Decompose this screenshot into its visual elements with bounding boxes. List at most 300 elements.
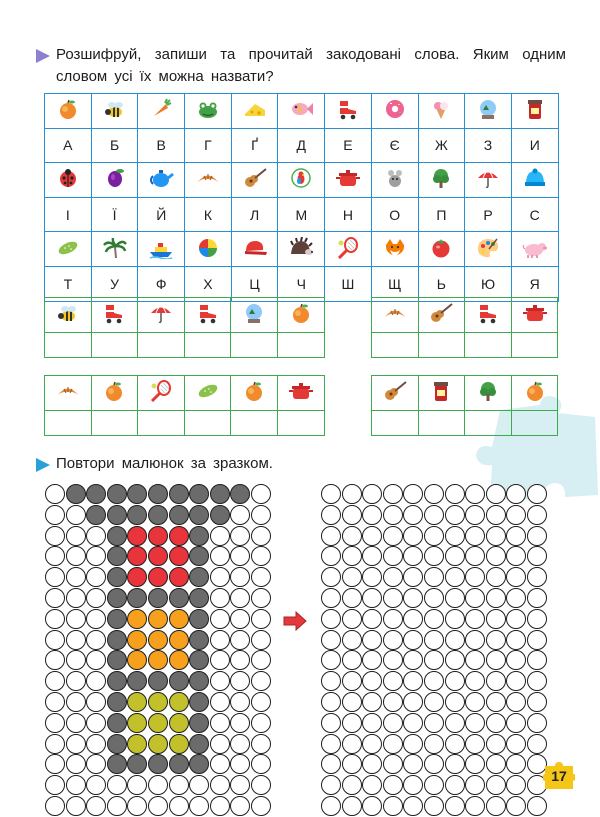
cipher-icon-cell [231, 94, 278, 129]
sample-dot [127, 484, 147, 504]
blank-dot[interactable] [362, 630, 382, 650]
blank-dot[interactable] [506, 796, 526, 816]
blank-dot[interactable] [445, 484, 465, 504]
blank-dot[interactable] [383, 546, 403, 566]
blank-dot[interactable] [465, 526, 485, 546]
cipher-icon-cell [91, 163, 138, 198]
blank-dot[interactable] [403, 588, 423, 608]
cipher-letter-cell: Р [465, 197, 512, 232]
bullet-triangle-icon [36, 458, 50, 472]
blank-dot[interactable] [424, 775, 444, 795]
blank-dot[interactable] [403, 650, 423, 670]
blank-dot[interactable] [424, 692, 444, 712]
sample-dot [169, 734, 189, 754]
blank-dot[interactable] [424, 671, 444, 691]
sample-dot [169, 567, 189, 587]
sample-dot [210, 650, 230, 670]
blank-dot[interactable] [342, 650, 362, 670]
cipher-letter-cell: Х [185, 266, 232, 301]
blank-dot[interactable] [383, 526, 403, 546]
blank-dot[interactable] [342, 713, 362, 733]
blank-dot[interactable] [486, 546, 506, 566]
blank-dot[interactable] [362, 734, 382, 754]
sample-dot [189, 505, 209, 525]
blank-dot[interactable] [527, 609, 547, 629]
sample-dot [210, 630, 230, 650]
blank-dot[interactable] [321, 567, 341, 587]
blank-dot[interactable] [486, 671, 506, 691]
sample-dot-grid [45, 484, 272, 817]
blank-dot[interactable] [527, 567, 547, 587]
cipher-icon-cell [465, 163, 512, 198]
sample-dot [251, 526, 271, 546]
blank-dot[interactable] [362, 796, 382, 816]
answer-word-1 [44, 297, 325, 358]
blank-dot[interactable] [486, 650, 506, 670]
frog-icon [195, 98, 221, 120]
blank-dot[interactable] [445, 650, 465, 670]
blank-dot[interactable] [383, 692, 403, 712]
racket-icon [335, 237, 361, 259]
blank-dot[interactable] [342, 796, 362, 816]
blank-dot[interactable] [403, 671, 423, 691]
blank-dot[interactable] [383, 713, 403, 733]
answer-letter-box[interactable] [45, 333, 92, 358]
sample-dot [45, 754, 65, 774]
blank-dot[interactable] [362, 505, 382, 525]
blank-dot[interactable] [424, 484, 444, 504]
blank-dot[interactable] [527, 650, 547, 670]
sample-dot [230, 505, 250, 525]
blank-dot[interactable] [527, 713, 547, 733]
blank-dot[interactable] [362, 754, 382, 774]
answer-letter-box[interactable] [418, 411, 465, 436]
blank-dot[interactable] [342, 671, 362, 691]
blank-dot[interactable] [486, 692, 506, 712]
sample-dot [251, 588, 271, 608]
blank-dot[interactable] [445, 754, 465, 774]
blank-dot[interactable] [486, 754, 506, 774]
blank-dot[interactable] [342, 567, 362, 587]
blank-dot[interactable] [403, 484, 423, 504]
pot-icon [522, 302, 548, 324]
answer-letter-box[interactable] [91, 333, 138, 358]
sample-dot [251, 505, 271, 525]
donut-icon [382, 98, 408, 120]
task-1-text: Розшифруй, запиши та прочитай закодовані слова. Яким одним словом усі їх можна назвати? [56, 46, 566, 85]
sample-dot [230, 588, 250, 608]
task-2-instruction [36, 453, 336, 475]
blank-dot[interactable] [465, 671, 485, 691]
blank-dot[interactable] [362, 650, 382, 670]
blank-dot[interactable] [383, 609, 403, 629]
blank-dot[interactable] [403, 546, 423, 566]
blank-dot[interactable] [445, 609, 465, 629]
answer-letter-box[interactable] [418, 333, 465, 358]
sample-dot [230, 671, 250, 691]
blank-dot[interactable] [342, 484, 362, 504]
blank-dot[interactable] [424, 505, 444, 525]
blank-dot[interactable] [445, 526, 465, 546]
blank-dot[interactable] [342, 734, 362, 754]
cipher-icon-row [45, 163, 559, 198]
sample-dot [169, 650, 189, 670]
blank-dot[interactable] [424, 796, 444, 816]
sample-dot [45, 588, 65, 608]
blank-dot[interactable] [486, 505, 506, 525]
blank-dot[interactable] [486, 567, 506, 587]
sample-dot [230, 775, 250, 795]
sample-dot [210, 775, 230, 795]
answer-word-2 [371, 297, 558, 358]
blank-dot[interactable] [403, 713, 423, 733]
blank-dot[interactable] [527, 734, 547, 754]
blank-dot[interactable] [506, 692, 526, 712]
answer-icon-cell [184, 376, 231, 411]
sample-dot [230, 734, 250, 754]
cipher-letter-cell: Ш [325, 266, 372, 301]
pig-icon [522, 237, 548, 259]
blank-dot[interactable] [424, 734, 444, 754]
blank-dot[interactable] [321, 546, 341, 566]
blank-dot[interactable] [403, 692, 423, 712]
blank-dot[interactable] [362, 671, 382, 691]
apple-icon [241, 380, 267, 402]
blank-dot[interactable] [362, 567, 382, 587]
blank-dot[interactable] [527, 526, 547, 546]
blank-dot[interactable] [362, 526, 382, 546]
blank-dot[interactable] [465, 588, 485, 608]
blank-dot[interactable] [383, 484, 403, 504]
answer-letter-box[interactable] [511, 333, 558, 358]
answer-letter-box[interactable] [231, 333, 278, 358]
guitar-icon [382, 380, 408, 402]
blank-dot[interactable] [321, 692, 341, 712]
teapot-icon [148, 167, 174, 189]
sample-dot [107, 650, 127, 670]
blank-dot[interactable] [321, 734, 341, 754]
sample-dot [107, 526, 127, 546]
blank-dot[interactable] [403, 526, 423, 546]
task-2-text: Повтори малюнок за зразком. [56, 455, 273, 472]
cipher-icon-cell [418, 94, 465, 129]
blank-dot[interactable] [424, 567, 444, 587]
cipher-icon-cell [138, 163, 185, 198]
blank-dot[interactable] [506, 754, 526, 774]
blank-dot[interactable] [527, 671, 547, 691]
sample-dot [230, 630, 250, 650]
blank-dot[interactable] [424, 650, 444, 670]
blank-dot[interactable] [383, 775, 403, 795]
blank-dot[interactable] [465, 692, 485, 712]
sample-dot [251, 796, 271, 816]
blank-dot[interactable] [321, 754, 341, 774]
blank-dot[interactable] [506, 567, 526, 587]
blank-dot[interactable] [342, 588, 362, 608]
blank-dot[interactable] [342, 505, 362, 525]
sample-dot [251, 734, 271, 754]
blank-dot[interactable] [465, 484, 485, 504]
sample-dot [189, 754, 209, 774]
sample-dot [210, 567, 230, 587]
blank-dot[interactable] [445, 505, 465, 525]
answer-letter-box[interactable] [372, 411, 419, 436]
answer-letter-box[interactable] [45, 411, 92, 436]
blank-dot[interactable] [527, 484, 547, 504]
blank-dot[interactable] [506, 526, 526, 546]
blank-dot[interactable] [506, 630, 526, 650]
cipher-letter-cell: И [511, 128, 558, 163]
answer-letter-box[interactable] [184, 411, 231, 436]
blank-dot[interactable] [445, 671, 465, 691]
blank-dot[interactable] [403, 734, 423, 754]
blank-dot[interactable] [465, 754, 485, 774]
sample-dot [148, 796, 168, 816]
blank-dot[interactable] [465, 734, 485, 754]
blank-dot[interactable] [321, 526, 341, 546]
cipher-letter-cell: Ч [278, 266, 325, 301]
blank-dot[interactable] [424, 754, 444, 774]
sample-dot [148, 505, 168, 525]
sample-dot [189, 734, 209, 754]
blank-dot[interactable] [527, 630, 547, 650]
blank-dot[interactable] [362, 546, 382, 566]
blank-dot[interactable] [424, 609, 444, 629]
blank-dot[interactable] [486, 609, 506, 629]
sample-dot [127, 754, 147, 774]
sample-dot [148, 734, 168, 754]
blank-dot[interactable] [403, 754, 423, 774]
blank-dot[interactable] [506, 546, 526, 566]
blank-dot[interactable] [445, 546, 465, 566]
blank-dot[interactable] [321, 609, 341, 629]
sample-dot [66, 734, 86, 754]
cipher-table [44, 93, 559, 302]
answer-letter-box[interactable] [465, 333, 512, 358]
blank-dot[interactable] [506, 484, 526, 504]
blank-dot[interactable] [383, 754, 403, 774]
blank-dot[interactable] [445, 775, 465, 795]
sample-dot [66, 796, 86, 816]
blank-dot[interactable] [342, 630, 362, 650]
sample-dot [86, 546, 106, 566]
blank-dot[interactable] [445, 734, 465, 754]
sample-dot [169, 546, 189, 566]
blank-dot[interactable] [362, 484, 382, 504]
blank-dot[interactable] [383, 630, 403, 650]
blank-dot[interactable] [506, 609, 526, 629]
sample-dot [107, 713, 127, 733]
cipher-icon-cell [371, 163, 418, 198]
blank-dot[interactable] [465, 630, 485, 650]
blank-dot[interactable] [465, 505, 485, 525]
sample-dot [189, 692, 209, 712]
blank-dot[interactable] [445, 796, 465, 816]
blank-dot[interactable] [424, 546, 444, 566]
sample-dot [210, 526, 230, 546]
answer-letter-box[interactable] [277, 411, 324, 436]
sample-dot [86, 484, 106, 504]
ball-icon [195, 237, 221, 259]
blank-dot[interactable] [486, 775, 506, 795]
sample-dot [127, 775, 147, 795]
answer-letter-box[interactable] [511, 411, 558, 436]
blank-dot[interactable] [383, 588, 403, 608]
blank-dot[interactable] [383, 567, 403, 587]
cipher-letter-cell: Б [91, 128, 138, 163]
answer-icon-cell [372, 298, 419, 333]
blank-dot[interactable] [424, 713, 444, 733]
answer-letter-box[interactable] [138, 411, 185, 436]
sample-dot [107, 505, 127, 525]
sample-dot [86, 713, 106, 733]
blank-dot[interactable] [383, 505, 403, 525]
blank-dot[interactable] [342, 526, 362, 546]
blank-dot[interactable] [321, 484, 341, 504]
sample-dot [45, 484, 65, 504]
blank-dot[interactable] [486, 734, 506, 754]
blank-dot[interactable] [506, 671, 526, 691]
blank-dot-grid[interactable] [321, 484, 548, 817]
answer-letter-box[interactable] [91, 411, 138, 436]
blank-dot[interactable] [321, 650, 341, 670]
sample-dot [107, 567, 127, 587]
blank-dot[interactable] [506, 775, 526, 795]
blank-dot[interactable] [527, 796, 547, 816]
blank-dot[interactable] [342, 754, 362, 774]
blank-dot[interactable] [321, 713, 341, 733]
blank-dot[interactable] [321, 505, 341, 525]
cipher-letter-cell: А [45, 128, 92, 163]
blank-dot[interactable] [321, 630, 341, 650]
sample-dot [148, 692, 168, 712]
blank-dot[interactable] [362, 588, 382, 608]
sample-dot [107, 671, 127, 691]
answer-letter-box[interactable] [277, 333, 324, 358]
blank-dot[interactable] [403, 567, 423, 587]
blank-dot[interactable] [465, 713, 485, 733]
blank-dot[interactable] [527, 588, 547, 608]
blank-dot[interactable] [445, 567, 465, 587]
ship-icon [148, 237, 174, 259]
blank-dot[interactable] [486, 713, 506, 733]
ladybug-icon [55, 167, 81, 189]
umbrella-icon [475, 167, 501, 189]
blank-dot[interactable] [342, 546, 362, 566]
blank-dot[interactable] [506, 650, 526, 670]
answer-letter-box[interactable] [138, 333, 185, 358]
blank-dot[interactable] [486, 588, 506, 608]
blank-dot[interactable] [486, 796, 506, 816]
blank-dot[interactable] [527, 546, 547, 566]
answer-letter-box[interactable] [231, 411, 278, 436]
answer-letter-box[interactable] [372, 333, 419, 358]
sample-dot [169, 775, 189, 795]
blank-dot[interactable] [506, 734, 526, 754]
answer-icon-cell [91, 298, 138, 333]
cipher-icon-cell [511, 163, 558, 198]
blank-dot[interactable] [403, 630, 423, 650]
sample-dot [230, 484, 250, 504]
cipher-letter-cell: Т [45, 266, 92, 301]
blank-dot[interactable] [506, 505, 526, 525]
blank-dot[interactable] [486, 630, 506, 650]
cipher-letter-cell: Ґ [231, 128, 278, 163]
answer-letter-box[interactable] [184, 333, 231, 358]
sample-dot [45, 505, 65, 525]
blank-dot[interactable] [403, 609, 423, 629]
blank-dot[interactable] [527, 692, 547, 712]
sample-dot [169, 671, 189, 691]
sample-dot [251, 713, 271, 733]
sample-dot [189, 796, 209, 816]
sample-dot [169, 796, 189, 816]
sample-dot [148, 484, 168, 504]
cipher-letter-cell: О [371, 197, 418, 232]
blank-dot[interactable] [383, 796, 403, 816]
blank-dot[interactable] [383, 734, 403, 754]
answer-letter-box[interactable] [465, 411, 512, 436]
sample-dot [127, 692, 147, 712]
blank-dot[interactable] [342, 692, 362, 712]
cipher-letter-cell: Ь [418, 266, 465, 301]
blank-dot[interactable] [342, 609, 362, 629]
answer-icon-cell [465, 298, 512, 333]
blank-dot[interactable] [486, 526, 506, 546]
blank-dot[interactable] [362, 713, 382, 733]
blank-dot[interactable] [424, 526, 444, 546]
blank-dot[interactable] [445, 692, 465, 712]
blank-dot[interactable] [445, 588, 465, 608]
blank-dot[interactable] [321, 775, 341, 795]
blank-dot[interactable] [486, 484, 506, 504]
sample-dot [148, 567, 168, 587]
sample-dot [66, 713, 86, 733]
blank-dot[interactable] [342, 775, 362, 795]
blank-dot[interactable] [506, 588, 526, 608]
blank-dot[interactable] [465, 546, 485, 566]
sample-dot [86, 692, 106, 712]
sample-dot [148, 671, 168, 691]
cipher-icon-row [45, 94, 559, 129]
blank-dot[interactable] [424, 588, 444, 608]
blank-dot[interactable] [465, 567, 485, 587]
blank-dot[interactable] [362, 692, 382, 712]
blank-dot[interactable] [445, 630, 465, 650]
blank-dot[interactable] [362, 609, 382, 629]
cipher-icon-cell [371, 232, 418, 267]
blank-dot[interactable] [445, 713, 465, 733]
sample-dot [210, 796, 230, 816]
blank-dot[interactable] [383, 671, 403, 691]
blank-dot[interactable] [465, 650, 485, 670]
blank-dot[interactable] [321, 796, 341, 816]
blank-dot[interactable] [321, 671, 341, 691]
blank-dot[interactable] [362, 775, 382, 795]
blank-dot[interactable] [424, 630, 444, 650]
sample-dot [45, 546, 65, 566]
blank-dot[interactable] [506, 713, 526, 733]
blank-dot[interactable] [403, 796, 423, 816]
blank-dot[interactable] [465, 796, 485, 816]
blank-dot[interactable] [403, 505, 423, 525]
blank-dot[interactable] [383, 650, 403, 670]
blank-dot[interactable] [527, 505, 547, 525]
blank-dot[interactable] [465, 775, 485, 795]
blank-dot[interactable] [465, 609, 485, 629]
blank-dot[interactable] [403, 775, 423, 795]
blank-dot[interactable] [321, 588, 341, 608]
